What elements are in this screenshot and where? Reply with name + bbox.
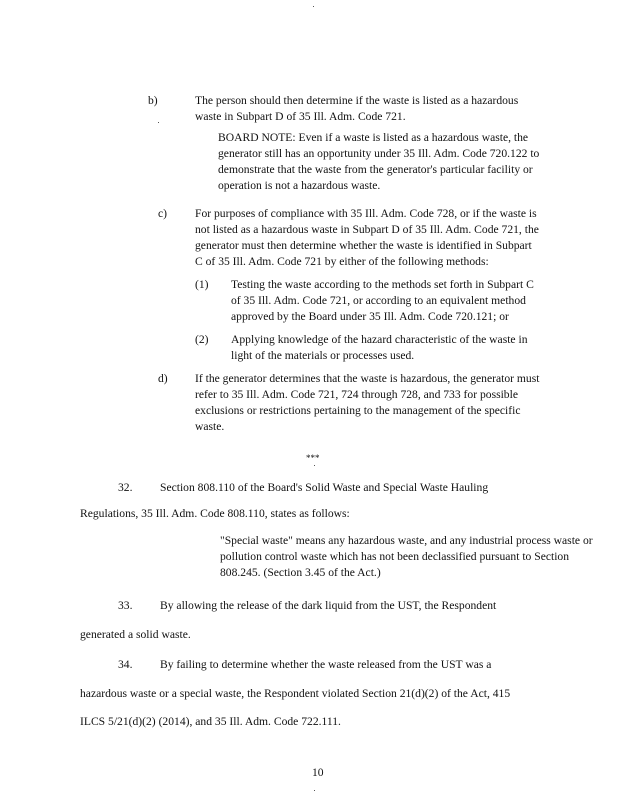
board-note-line: BOARD NOTE: Even if a waste is listed as a hazardous waste, the xyxy=(218,131,529,144)
sub1-line: Testing the waste according to the methods set forth in Subpart C xyxy=(231,278,534,291)
scan-speck xyxy=(314,465,315,466)
para-32-number: 32. xyxy=(118,481,133,494)
scan-speck xyxy=(158,122,159,123)
scan-speck xyxy=(313,6,314,7)
page-number: 10 xyxy=(312,766,324,779)
item-b-line: The person should then determine if the waste is listed as a hazardous xyxy=(195,94,519,107)
section-break-asterisks: *** xyxy=(306,453,320,463)
quote-line: pollution control waste which has not been declassified pursuant to Section xyxy=(220,550,570,563)
para-33-line: generated a solid waste. xyxy=(80,628,191,641)
para-33-number: 33. xyxy=(118,599,133,612)
board-note-line: demonstrate that the waste from the generator's particular facility or xyxy=(218,163,533,176)
item-c-line: not listed as a hazardous waste in Subpart D of 35 Ill. Adm. Code 721, the xyxy=(195,223,539,236)
scan-speck xyxy=(314,790,315,791)
sub2-line: Applying knowledge of the hazard characteristic of the waste in xyxy=(231,333,528,346)
para-34-number: 34. xyxy=(118,658,133,671)
item-b-label: b) xyxy=(148,94,158,107)
item-d-line: waste. xyxy=(195,420,225,433)
item-c-line: generator must then determine whether the waste is identified in Subpart xyxy=(195,239,532,252)
sub2-label: (2) xyxy=(195,333,209,346)
item-c-label: c) xyxy=(158,207,168,220)
item-d-line: If the generator determines that the waste is hazardous, the generator must xyxy=(195,372,540,385)
board-note-line: operation is not a hazardous waste. xyxy=(218,179,381,192)
item-c-line: For purposes of compliance with 35 Ill. Adm. Code 728, or if the waste is xyxy=(195,207,537,220)
item-d-line: refer to 35 Ill. Adm. Code 721, 724 through 728, and 733 for possible xyxy=(195,388,518,401)
para-34-line: hazardous waste or a special waste, the Respondent violated Section 21(d)(2) of the Act, 415 xyxy=(80,687,511,700)
para-32-line: Regulations, 35 Ill. Adm. Code 808.110, states as follows: xyxy=(80,507,350,520)
item-c-line: C of 35 Ill. Adm. Code 721 by either of the following methods: xyxy=(195,255,489,268)
quote-line: "Special waste" means any hazardous waste, and any industrial process waste or xyxy=(220,534,593,547)
item-d-line: exclusions or restrictions pertaining to the management of the specific xyxy=(195,404,521,417)
sub1-line: of 35 Ill. Adm. Code 721, or according to an equivalent method xyxy=(231,294,526,307)
sub1-line: approved by the Board under 35 Ill. Adm. Code 720.121; or xyxy=(231,310,509,323)
para-32-line: Section 808.110 of the Board's Solid Waste and Special Waste Hauling xyxy=(160,481,489,494)
para-33-line: By allowing the release of the dark liquid from the UST, the Respondent xyxy=(160,599,497,612)
para-34-line: By failing to determine whether the waste released from the UST was a xyxy=(160,658,492,671)
item-d-label: d) xyxy=(158,372,168,385)
sub2-line: light of the materials or processes used. xyxy=(231,349,415,362)
sub1-label: (1) xyxy=(195,278,209,291)
quote-line: 808.245. (Section 3.45 of the Act.) xyxy=(220,566,381,579)
para-34-line: ILCS 5/21(d)(2) (2014), and 35 Ill. Adm. Code 722.111. xyxy=(80,715,341,728)
board-note-line: generator still has an opportunity under 35 Ill. Adm. Code 720.122 to xyxy=(218,147,540,160)
item-b-line: waste in Subpart D of 35 Ill. Adm. Code 721. xyxy=(195,110,406,123)
